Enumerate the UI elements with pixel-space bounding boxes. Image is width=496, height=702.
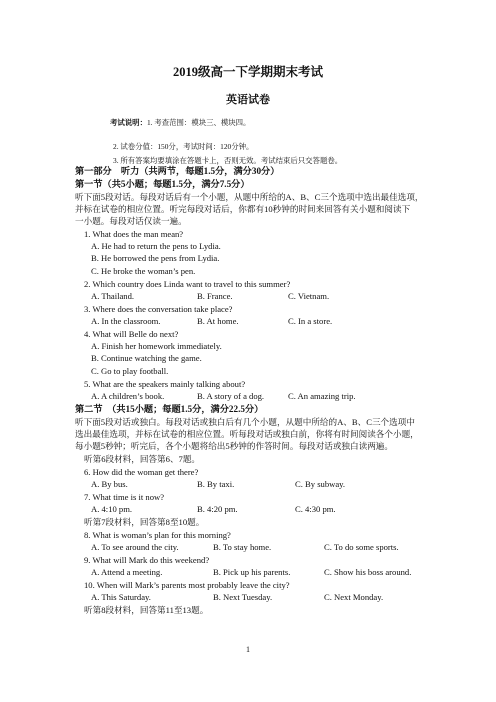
- question-10-stem: 10. When will Mark’s parents most probably leave the city?: [84, 580, 290, 590]
- exam-subtitle: 英语试卷: [226, 94, 270, 106]
- question-7-option-c: C. 4:30 pm.: [295, 504, 336, 514]
- section-1-instructions-line1: 听下面5段对话。每段对话后有一个小题，从题中所给的A、B、C三个选项中选出最佳选项，: [75, 192, 424, 202]
- question-3-option-b: B. At home.: [197, 316, 239, 326]
- question-7-stem: 7. What time is it now?: [84, 492, 165, 502]
- section-1-heading: 第一节（共5小题；每题1.5分，满分7.5分）: [75, 179, 250, 189]
- question-3-stem: 3. Where does the conversation take place?: [84, 304, 233, 314]
- question-7-option-a: A. 4:10 pm.: [91, 504, 133, 514]
- question-6-option-b: B. By taxi.: [197, 479, 235, 489]
- exam-note-3: 3. 所有答案均要填涂在答题卡上，否则无效。考试结束后只交答题卷。: [113, 156, 343, 165]
- section-2-instructions-line3: 每小题5秒钟；听完后，各个小题将给出5秒钟的作答时间。每段对话或独白读两遍。: [75, 441, 393, 451]
- section-1-instructions-line2: 并标在试卷的相应位置。听完每段对话后，你都有10秒钟的时间来回答有关小题和阅读下: [75, 204, 411, 214]
- question-9-option-a: A. Attend a meeting.: [91, 567, 163, 577]
- material-7-instruction: 听第7段材料，回答第8至10题。: [84, 517, 205, 527]
- question-4-option-b: B. Continue watching the game.: [91, 353, 202, 363]
- section-2-heading: 第二节 （共15小题；每题1.5分，满分22.5分）: [75, 404, 264, 414]
- question-1-option-c: C. He broke the woman’s pen.: [91, 266, 196, 276]
- question-10-option-a: A. This Saturday.: [91, 592, 151, 602]
- question-2-option-b: B. France.: [197, 291, 233, 301]
- question-5-option-a: A. A children’s book.: [91, 391, 165, 401]
- question-5-option-b: B. A story of a dog.: [197, 391, 265, 401]
- question-8-option-a: A. To see around the city.: [91, 542, 179, 552]
- question-5-stem: 5. What are the speakers mainly talking about?: [84, 379, 246, 389]
- section-1-instructions-line3: 一小题。每段对话仅读一遍。: [75, 216, 187, 226]
- question-6-stem: 6. How did the woman get there?: [84, 467, 199, 477]
- question-5-option-c: C. An amazing trip.: [288, 391, 356, 401]
- exam-note-1: 1. 考查范围：模块三、模块四。: [146, 118, 251, 127]
- question-1-option-a: A. He had to return the pens to Lydia.: [91, 241, 221, 251]
- exam-notes-label: 考试说明：: [110, 118, 147, 127]
- page-number: 1: [246, 645, 250, 654]
- question-9-option-b: B. Pick up his parents.: [213, 567, 291, 577]
- exam-notes-line1: [110, 117, 250, 128]
- section-2-instructions-line2: 选出最佳选项，并标在试卷的相应位置。听每段对话或独白前，你将有时间阅读各个小题，: [75, 429, 419, 439]
- question-1-option-b: B. He borrowed the pens from Lydia.: [91, 253, 220, 263]
- question-6-option-a: A. By bus.: [91, 479, 128, 489]
- question-3-option-c: C. In a store.: [288, 316, 333, 326]
- question-4-stem: 4. What will Belle do next?: [84, 329, 179, 339]
- question-10-option-b: B. Next Tuesday.: [213, 592, 273, 602]
- material-6-instruction: 听第6段材料，回答第6、7题。: [84, 454, 201, 464]
- question-10-option-c: C. Next Monday.: [324, 592, 384, 602]
- question-2-option-c: C. Vietnam.: [288, 291, 330, 301]
- question-8-option-c: C. To do some sports.: [324, 542, 399, 552]
- section-2-instructions-line1: 听下面5段对话或独白。每段对话或独白后有几个小题，从题中所给的A、B、C三个选项中: [75, 417, 415, 427]
- question-9-stem: 9. What will Mark do this weekend?: [84, 555, 210, 565]
- question-6-option-c: C. By subway.: [295, 479, 346, 489]
- material-8-instruction: 听第8段材料，回答第11至13题。: [84, 605, 209, 615]
- question-4-option-c: C. Go to play football.: [91, 366, 169, 376]
- exam-note-2: 2. 试卷分值：150分，考试时间：120分钟。: [113, 142, 254, 151]
- question-8-option-b: B. To stay home.: [213, 542, 272, 552]
- question-3-option-a: A. In the classroom.: [91, 316, 161, 326]
- question-2-option-a: A. Thailand.: [91, 291, 135, 301]
- question-2-stem: 2. Which country does Linda want to travel to this summer?: [84, 279, 291, 289]
- question-9-option-c: C. Show his boss around.: [324, 567, 412, 577]
- question-8-stem: 8. What is woman’s plan for this morning?: [84, 530, 231, 540]
- exam-title: 2019级高一下学期期末考试: [172, 65, 323, 79]
- part-1-heading: 第一部分 听力（共两节，每题1.5分，满分30分）: [75, 166, 280, 176]
- question-7-option-b: B. 4:20 pm.: [197, 504, 238, 514]
- question-4-option-a: A. Finish her homework immediately.: [91, 341, 222, 351]
- question-1-stem: 1. What does the man mean?: [84, 229, 184, 239]
